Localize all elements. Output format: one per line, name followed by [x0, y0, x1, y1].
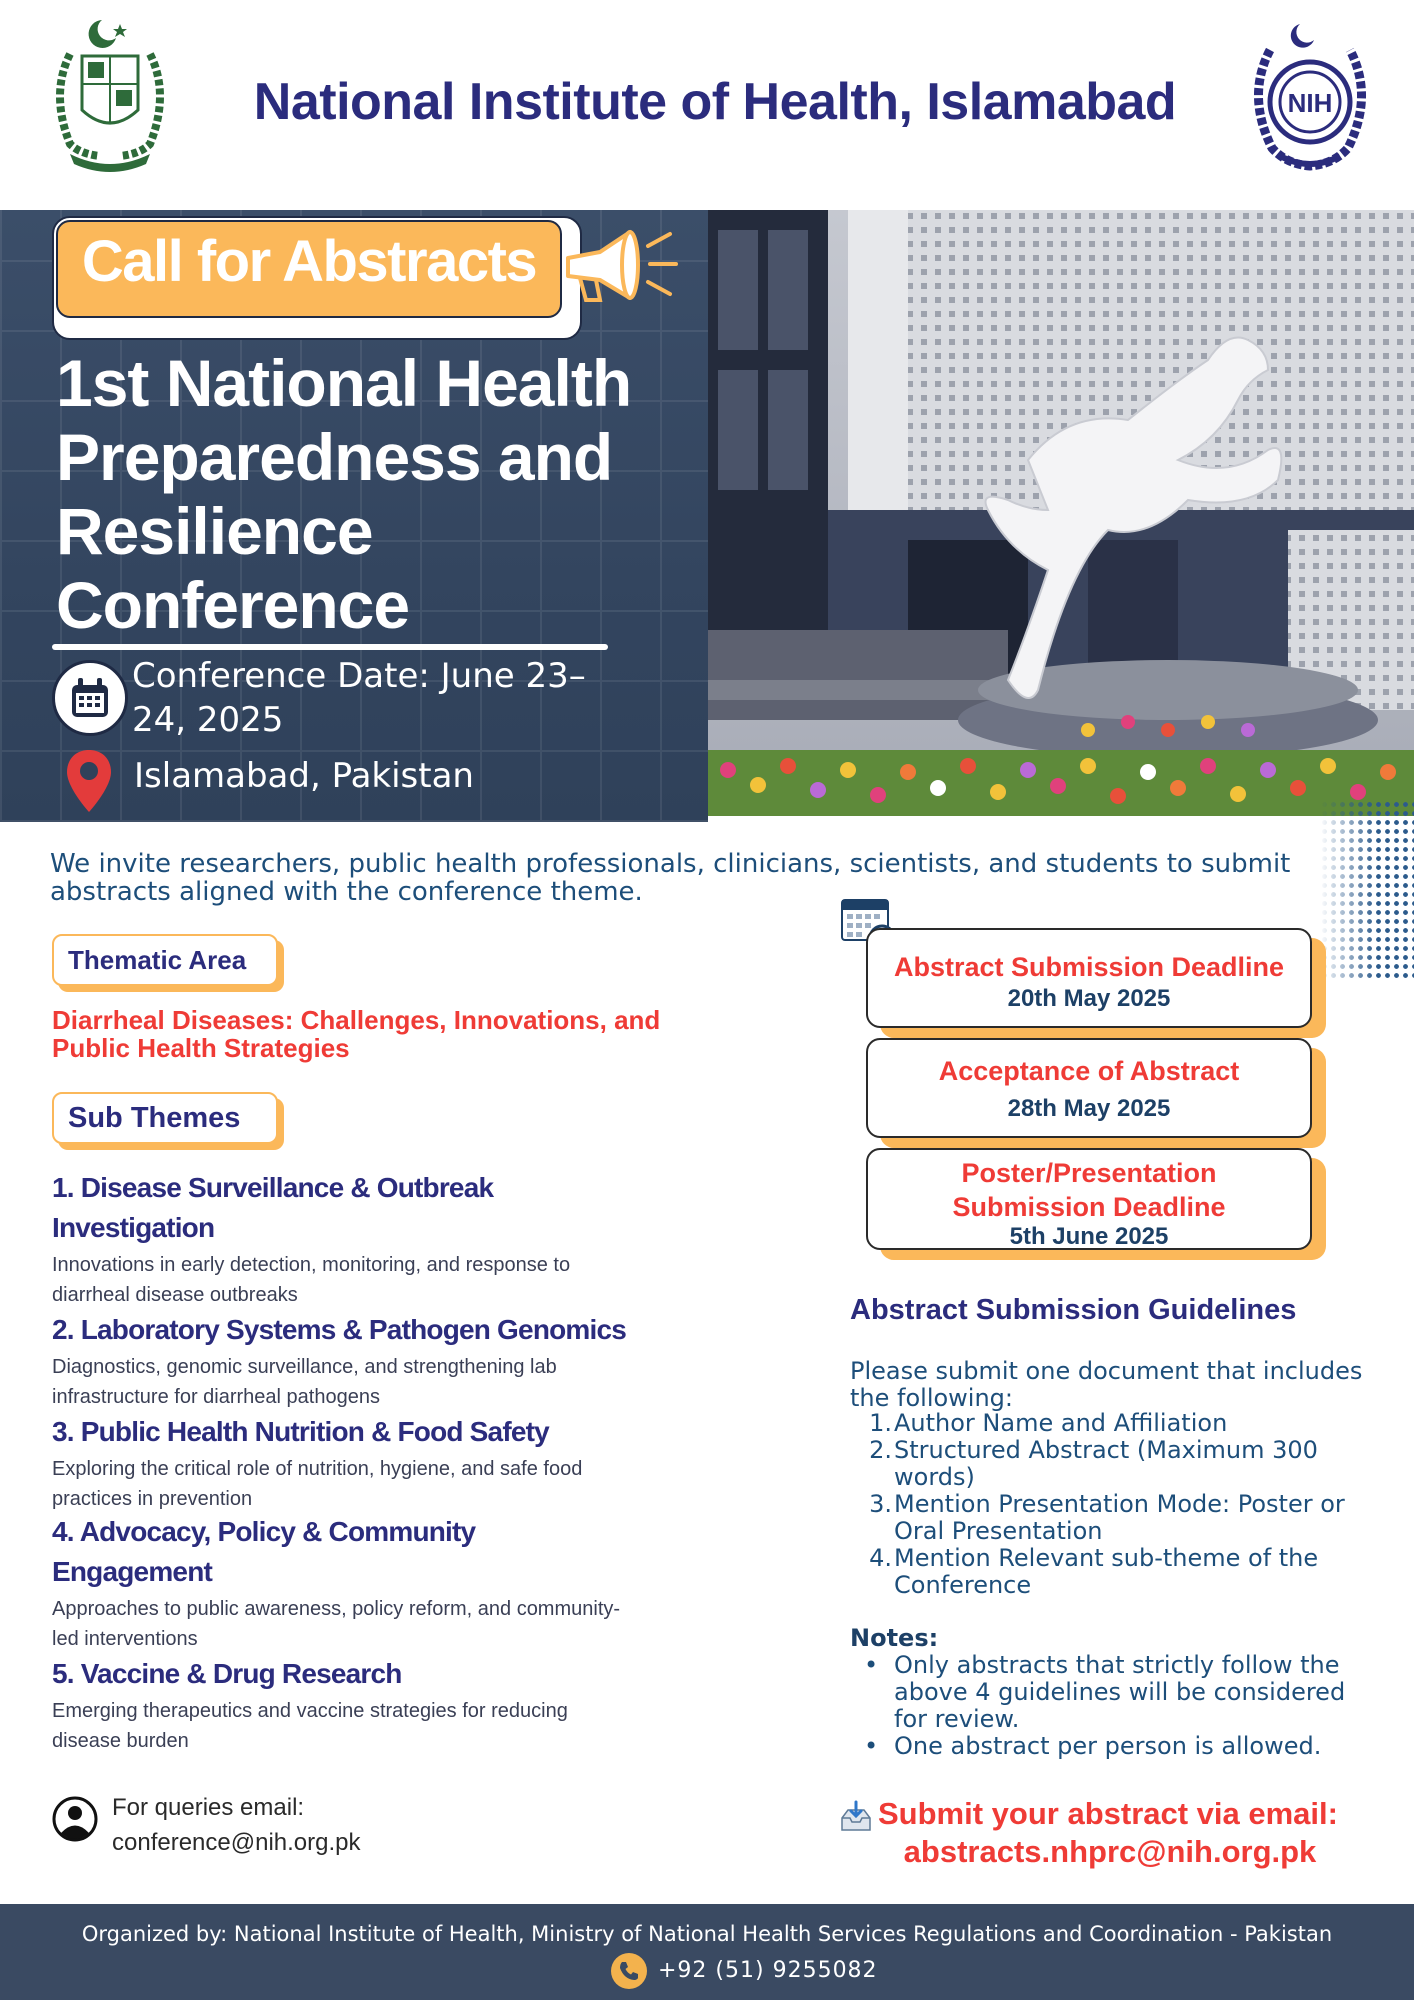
- deadline-title: Submission Deadline: [952, 1192, 1226, 1222]
- deadline-date: 28th May 2025: [1007, 1095, 1171, 1122]
- conference-title-line: Resilience: [56, 494, 373, 568]
- sub-theme-description: [52, 1454, 712, 1514]
- inbox-tray-icon: [840, 1800, 872, 1832]
- person-icon: [52, 1796, 98, 1842]
- sub-theme-title-line: Investigation: [52, 1212, 215, 1243]
- phone-icon: [610, 1952, 648, 1990]
- guideline-text: Oral Presentation: [894, 1517, 1103, 1545]
- deadline-title: Acceptance of Abstract: [938, 1056, 1240, 1086]
- guideline-text: Structured Abstract (Maximum 300: [894, 1436, 1318, 1464]
- guideline-item: [850, 1545, 1370, 1599]
- guidelines-intro-line: Please submit one document that includes: [850, 1357, 1363, 1385]
- note-text: for review.: [894, 1705, 1020, 1733]
- sub-theme-description: [52, 1352, 712, 1412]
- thematic-area-line: Public Health Strategies: [52, 1033, 350, 1063]
- sub-theme-title: [52, 1310, 732, 1350]
- call-for-abstracts-label: Call for Abstracts: [81, 229, 537, 294]
- bullet-icon: •: [864, 1732, 879, 1760]
- notes-list: [850, 1652, 1370, 1760]
- queries-email-link[interactable]: conference@nih.org.pk: [112, 1829, 361, 1856]
- guidelines-heading: Abstract Submission Guidelines: [850, 1294, 1297, 1326]
- thematic-area-text: [52, 1006, 792, 1062]
- deadline-title: Poster/Presentation: [961, 1158, 1217, 1188]
- deadline-card-poster: [866, 1148, 1312, 1250]
- sub-theme-description-line: infrastructure for diarrheal pathogens: [52, 1386, 380, 1408]
- sub-theme-description: [52, 1250, 712, 1310]
- conference-location: Islamabad, Pakistan: [134, 756, 474, 796]
- conference-title: [56, 346, 696, 642]
- sub-theme-title-line: 4. Advocacy, Policy & Community: [52, 1516, 476, 1547]
- submit-instruction: Submit your abstract via email:: [878, 1796, 1338, 1831]
- guideline-text: Mention Relevant sub-theme of the: [894, 1544, 1319, 1572]
- header: [0, 0, 1414, 210]
- note-text: above 4 guidelines will be considered: [894, 1678, 1346, 1706]
- deadline-card-acceptance: [866, 1038, 1312, 1138]
- sub-theme-description-line: Exploring the critical role of nutrition, hygiene, and safe food: [52, 1458, 583, 1480]
- note-item: [850, 1733, 1370, 1760]
- sub-theme-description: [52, 1594, 712, 1654]
- conference-title-line: 1st National Health: [56, 346, 632, 420]
- footer-organizer: Organized by: National Institute of Health, Ministry of National Health Services Regulations and Coordination - Pakistan: [81, 1922, 1333, 1946]
- sub-theme-description-line: Emerging therapeutics and vaccine strategies for reducing: [52, 1700, 568, 1722]
- invitation-text: We invite researchers, public health professionals, clinicians, scientists, and students to submit abstracts aligned with the conference theme.: [50, 849, 1291, 907]
- deadline-date: 20th May 2025: [1007, 985, 1171, 1012]
- sub-theme-title-line: 2. Laboratory Systems & Pathogen Genomics: [52, 1314, 627, 1345]
- institute-title: National Institute of Health, Islamabad: [253, 73, 1177, 131]
- sub-theme-title: [52, 1168, 732, 1248]
- guideline-text: Author Name and Affiliation: [894, 1409, 1228, 1437]
- deadline-date: 5th June 2025: [1009, 1223, 1169, 1250]
- sub-theme-title: [52, 1512, 732, 1592]
- sub-theme-title-line: 1. Disease Surveillance & Outbreak: [52, 1172, 494, 1203]
- guideline-number: 4.: [869, 1544, 892, 1572]
- guideline-item: [850, 1491, 1370, 1545]
- svg-text:NIH: NIH: [1287, 88, 1333, 118]
- guideline-item: [850, 1437, 1370, 1491]
- calendar-badge: [52, 660, 128, 736]
- guidelines-intro-line: the following:: [850, 1384, 1013, 1412]
- guidelines-list: [850, 1410, 1370, 1599]
- conference-date-line: 24, 2025: [132, 700, 284, 740]
- guideline-text: Mention Presentation Mode: Poster or: [894, 1490, 1345, 1518]
- guideline-number: 3.: [869, 1490, 892, 1518]
- sub-theme-description-line: diarrheal disease outbreaks: [52, 1284, 298, 1306]
- sub-theme-description-line: disease burden: [52, 1730, 189, 1752]
- guideline-text: words): [894, 1463, 975, 1491]
- sub-theme-description-line: Diagnostics, genomic surveillance, and strengthening lab: [52, 1356, 557, 1378]
- title-underline: [52, 644, 608, 650]
- conference-date-line: Conference Date: June 23–: [132, 656, 586, 696]
- location-pin-icon: [64, 748, 114, 814]
- guideline-number: 1.: [869, 1409, 892, 1437]
- sub-theme-description-line: led interventions: [52, 1628, 198, 1650]
- note-text: One abstract per person is allowed.: [894, 1732, 1322, 1760]
- guideline-item: [850, 1410, 1370, 1437]
- sub-theme-description-line: practices in prevention: [52, 1488, 253, 1510]
- bullet-icon: •: [864, 1651, 879, 1679]
- thematic-area-line: Diarrheal Diseases: Challenges, Innovations, and: [52, 1005, 661, 1035]
- footer: [0, 1904, 1414, 2000]
- sub-theme-description-line: Approaches to public awareness, policy reform, and community-: [52, 1598, 621, 1620]
- note-item: [850, 1652, 1370, 1733]
- conference-title-line: Conference: [56, 568, 410, 642]
- submit-email-link[interactable]: abstracts.nhprc@nih.org.pk: [903, 1834, 1317, 1869]
- sub-theme-title: [52, 1654, 732, 1694]
- sub-theme-description-line: Innovations in early detection, monitoring, and response to: [52, 1254, 571, 1276]
- guideline-number: 2.: [869, 1436, 892, 1464]
- conference-date: [132, 654, 652, 742]
- sub-theme-title-line: 3. Public Health Nutrition & Food Safety: [52, 1416, 549, 1447]
- calendar-icon: [55, 663, 125, 733]
- thematic-area-label: Thematic Area: [52, 934, 278, 986]
- note-text: Only abstracts that strictly follow the: [894, 1651, 1340, 1679]
- guidelines-intro: [850, 1358, 1370, 1412]
- deadline-title: Abstract Submission Deadline: [893, 952, 1285, 982]
- sub-themes-label: Sub Themes: [52, 1092, 278, 1144]
- nih-logo-icon: [1240, 16, 1380, 174]
- guideline-text: Conference: [894, 1571, 1032, 1599]
- building-horse-statue-photo: [708, 210, 1414, 816]
- sub-theme-description: [52, 1696, 712, 1756]
- deadline-card-submission: [866, 928, 1312, 1028]
- footer-phone[interactable]: +92 (51) 9255082: [658, 1958, 878, 1983]
- sub-theme-title: [52, 1412, 732, 1452]
- sub-theme-title-line: Engagement: [52, 1556, 213, 1587]
- notes-label: Notes:: [850, 1624, 939, 1652]
- government-emblem-icon: [40, 14, 180, 172]
- sub-theme-title-line: 5. Vaccine & Drug Research: [52, 1658, 402, 1689]
- conference-title-line: Preparedness and: [56, 420, 613, 494]
- queries-label: For queries email:: [112, 1794, 305, 1821]
- megaphone-icon: [560, 222, 680, 312]
